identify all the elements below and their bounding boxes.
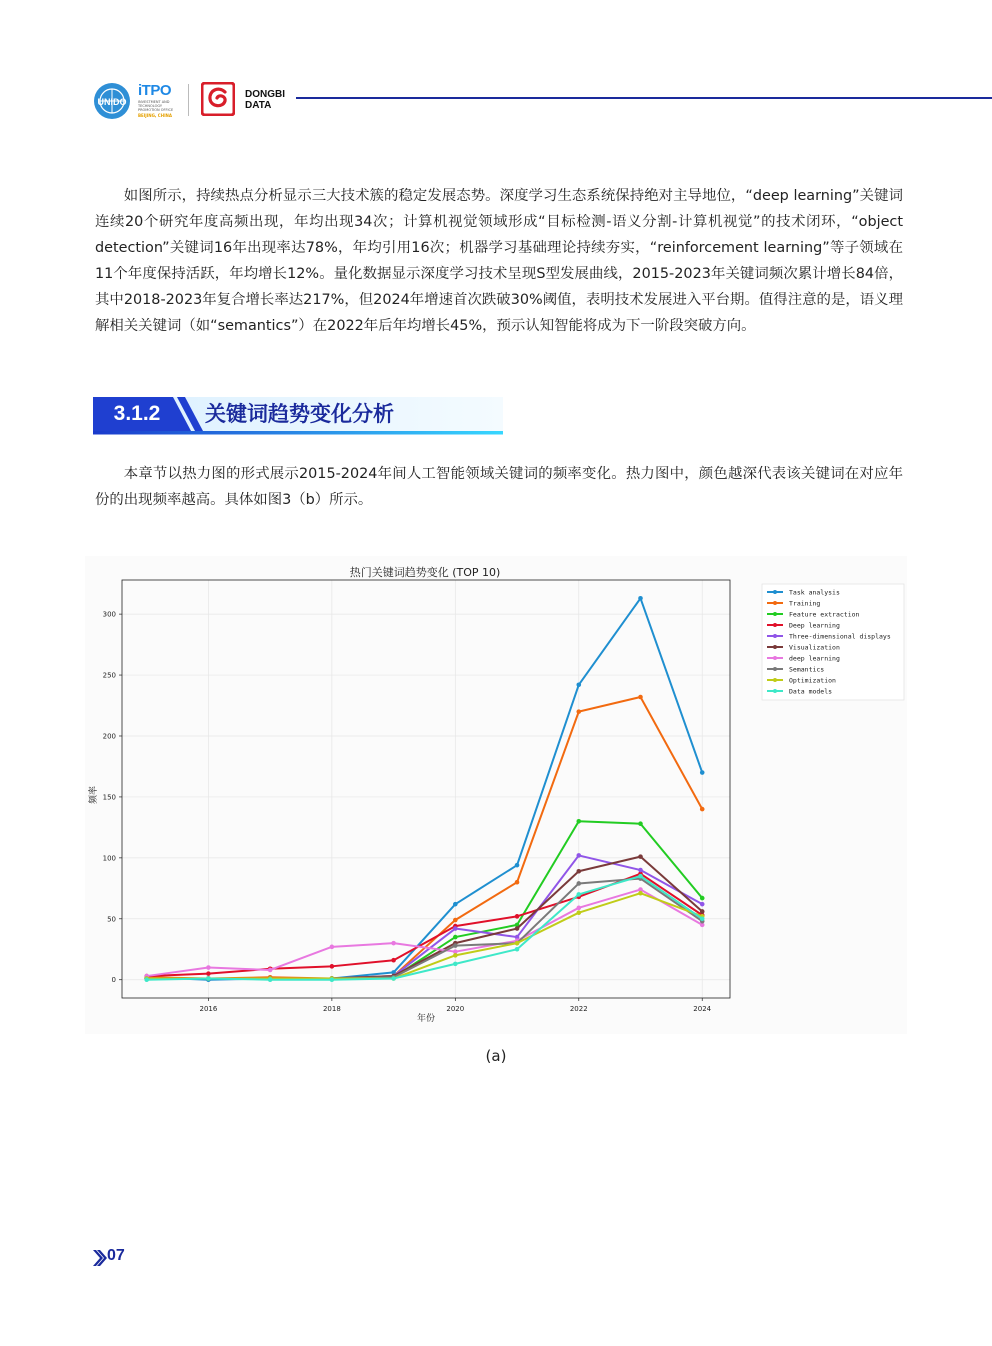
legend-marker bbox=[773, 689, 777, 693]
dongbi-wordmark bbox=[245, 89, 285, 111]
data-point bbox=[638, 891, 643, 896]
legend-marker bbox=[773, 601, 777, 605]
section-heading bbox=[93, 397, 503, 435]
y-tick-label: 0 bbox=[111, 976, 116, 985]
data-point bbox=[453, 902, 458, 907]
section-title: 关键词趋势变化分析 bbox=[205, 402, 394, 426]
legend-marker bbox=[773, 645, 777, 649]
data-point bbox=[206, 971, 211, 976]
x-axis-label: 年份 bbox=[416, 1014, 436, 1024]
legend-marker bbox=[773, 612, 777, 616]
body-paragraph-2: 本章节以热力图的形式展示2015-2024年间人工智能领域关键词的频率变化。热力图中，颜色越深代表该关键词在对应年份的出现频率越高。具体如图3（b）所示。 bbox=[95, 466, 903, 508]
data-point bbox=[453, 953, 458, 958]
chart-title: 热门关键词趋势变化 (TOP 10) bbox=[349, 566, 501, 579]
x-tick-label: 2022 bbox=[569, 1005, 588, 1013]
data-point bbox=[268, 968, 273, 973]
dongbi-line1: DONGBI bbox=[245, 89, 285, 100]
legend-label: Feature extraction bbox=[789, 610, 860, 619]
data-point bbox=[576, 819, 581, 824]
data-point bbox=[700, 896, 705, 901]
itpo-subtitle: INVESTMENT AND TECHNOLOGY PROMOTION OFFICE bbox=[138, 100, 174, 113]
data-point bbox=[453, 926, 458, 931]
keyword-trend-chart bbox=[85, 556, 907, 1034]
data-point bbox=[330, 964, 335, 969]
data-point bbox=[638, 854, 643, 859]
data-point bbox=[330, 945, 335, 950]
data-point bbox=[391, 958, 396, 963]
data-point bbox=[576, 709, 581, 714]
data-point bbox=[453, 935, 458, 940]
data-point bbox=[638, 596, 643, 601]
data-point bbox=[700, 807, 705, 812]
data-point bbox=[206, 976, 211, 981]
data-point bbox=[515, 926, 520, 931]
data-point bbox=[206, 965, 211, 970]
page-header bbox=[0, 70, 992, 130]
y-tick-label: 200 bbox=[102, 732, 116, 741]
itpo-logo bbox=[138, 82, 178, 120]
legend-label: Three-dimensional displays bbox=[789, 632, 891, 641]
data-point bbox=[576, 853, 581, 858]
data-point bbox=[330, 977, 335, 982]
page-number-text: 07 bbox=[107, 1247, 125, 1264]
data-point bbox=[391, 941, 396, 946]
x-tick-label: 2018 bbox=[322, 1005, 341, 1013]
header-separator bbox=[188, 84, 189, 116]
y-tick-label: 150 bbox=[102, 793, 116, 802]
data-point bbox=[391, 976, 396, 981]
data-point bbox=[638, 874, 643, 879]
legend-label: Task analysis bbox=[789, 588, 840, 597]
data-point bbox=[700, 902, 705, 907]
data-point bbox=[453, 918, 458, 923]
legend-label: Deep learning bbox=[789, 621, 840, 630]
y-axis-label: 频率 bbox=[89, 785, 99, 805]
legend-marker bbox=[773, 590, 777, 594]
data-point bbox=[268, 977, 273, 982]
unido-logo bbox=[93, 82, 131, 120]
body-paragraph-1: 如图所示，持续热点分析显示三大技术簇的稳定发展态势。深度学习生态系统保持绝对主导地位，“deep learning”关键词连续20个研究年度高频出现，年均出现34次；计算机视觉领域形成“目标检测-语义分割-计算机视觉”的技术闭环，“object detection”关键词16年出现率达78%，年均引用16次；机器学习基础理论持续夯实，“reinforcement learning”等子领域在11个年度保持活跃，年均增长12%。量化数据显示深度学习技术呈现S型发展曲线，2015-2023年关键词频次累计增长84倍，其中2018-2023年复合增长率达217%，但2024年增速首次跌破30%阈值，表明技术发展进入平台期。值得注意的是，语义理解相关关键词（如“semantics”）在2022年后年均增长45%，预示认知智能将成为下一阶段突破方向。 bbox=[95, 188, 903, 334]
legend-marker bbox=[773, 656, 777, 660]
legend-marker bbox=[773, 667, 777, 671]
data-point bbox=[453, 962, 458, 967]
data-point bbox=[576, 869, 581, 874]
itpo-city: BEIJING, CHINA bbox=[138, 113, 173, 118]
legend-marker bbox=[773, 634, 777, 638]
dongbi-logo bbox=[201, 82, 235, 116]
data-point bbox=[515, 914, 520, 919]
svg-text:UNIDO: UNIDO bbox=[97, 97, 127, 107]
legend-label: Training bbox=[789, 599, 821, 608]
data-point bbox=[700, 909, 705, 914]
data-point bbox=[638, 695, 643, 700]
data-point bbox=[515, 941, 520, 946]
data-point bbox=[576, 892, 581, 897]
x-tick-label: 2020 bbox=[446, 1005, 465, 1013]
data-point bbox=[144, 977, 149, 982]
y-tick-label: 100 bbox=[102, 854, 116, 863]
dongbi-line2: DATA bbox=[245, 100, 272, 111]
legend-label: Visualization bbox=[789, 643, 840, 652]
section-number: 3.1.2 bbox=[113, 402, 161, 425]
data-point bbox=[638, 868, 643, 873]
data-point bbox=[700, 916, 705, 921]
legend-marker bbox=[773, 623, 777, 627]
itpo-title: iTPO bbox=[138, 82, 172, 99]
legend-label: Optimization bbox=[789, 676, 836, 685]
y-tick-label: 250 bbox=[102, 671, 116, 680]
legend-label: Data models bbox=[789, 687, 833, 696]
data-point bbox=[515, 947, 520, 952]
legend-label: deep learning bbox=[789, 654, 840, 663]
data-point bbox=[515, 880, 520, 885]
figure-caption: (a) bbox=[485, 1047, 507, 1065]
header-rule bbox=[296, 97, 992, 99]
data-point bbox=[515, 863, 520, 868]
chart-legend bbox=[762, 584, 904, 700]
data-point bbox=[453, 943, 458, 948]
y-tick-label: 50 bbox=[107, 915, 116, 924]
data-point bbox=[700, 770, 705, 775]
data-point bbox=[576, 881, 581, 886]
data-point bbox=[576, 906, 581, 911]
legend-label: Semantics bbox=[789, 665, 825, 674]
x-tick-label: 2024 bbox=[693, 1005, 712, 1013]
data-point bbox=[638, 821, 643, 826]
double-chevron-icon bbox=[93, 1250, 107, 1266]
legend-marker bbox=[773, 678, 777, 682]
data-point bbox=[576, 683, 581, 688]
y-tick-label: 300 bbox=[102, 610, 116, 619]
x-tick-label: 2016 bbox=[199, 1005, 218, 1013]
data-point bbox=[576, 910, 581, 915]
